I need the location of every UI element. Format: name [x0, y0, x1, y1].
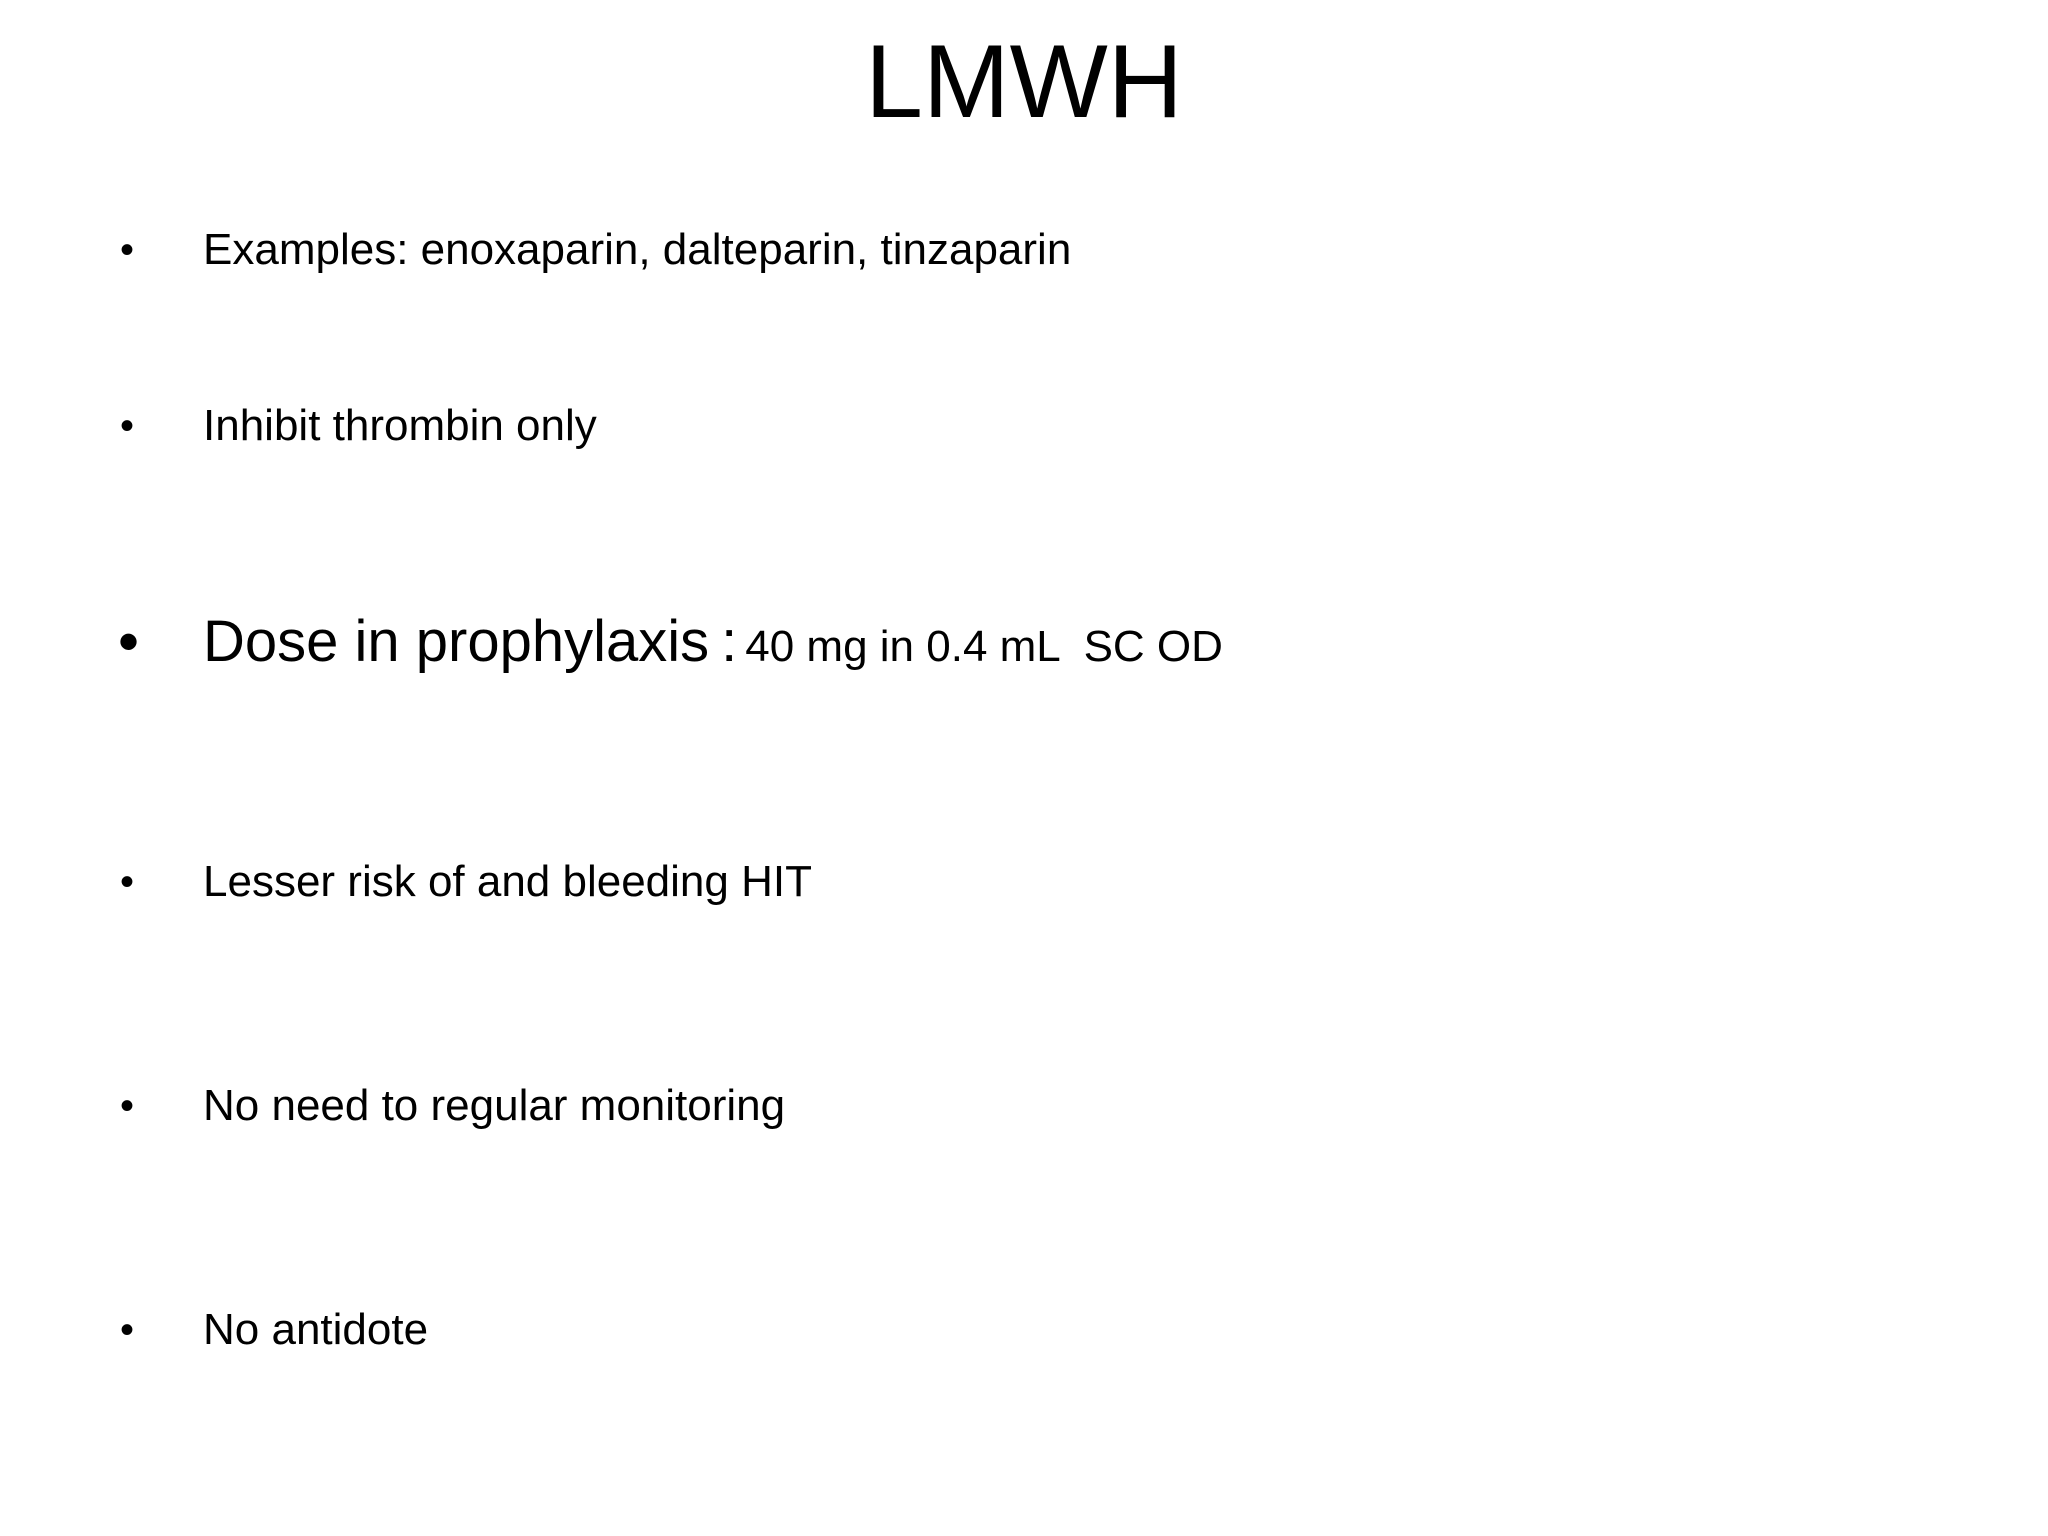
bullet-text: Inhibit thrombin only [203, 401, 597, 450]
bullet-icon: • [120, 1084, 135, 1128]
dose-value: 40 mg in 0.4 mL SC OD [745, 622, 1223, 671]
bullet-item-lesser-risk [0, 842, 1900, 922]
bullet-item-examples [0, 210, 1900, 290]
bullet-text: Examples: enoxaparin, dalteparin, tinzaparin [203, 225, 1072, 274]
bullet-item-inhibit-thrombin [0, 386, 1900, 466]
dose-label: Dose in prophylaxis [203, 609, 710, 674]
bullet-item-dose [0, 602, 1900, 682]
bullet-icon: • [120, 228, 135, 272]
bullet-icon: • [120, 860, 135, 904]
bullet-icon: • [120, 404, 135, 448]
bullet-text: No need to regular monitoring [203, 1081, 786, 1130]
bullet-icon: • [118, 608, 140, 675]
bullet-text [203, 602, 1223, 687]
bullet-item-monitoring [0, 1066, 1900, 1146]
dose-separator: : [721, 609, 738, 674]
bullet-text: Lesser risk of and bleeding HIT [203, 857, 812, 906]
slide-title: LMWH [865, 24, 1183, 140]
bullet-icon: • [120, 1308, 135, 1352]
bullet-text: No antidote [203, 1305, 429, 1354]
bullet-item-antidote [0, 1290, 1900, 1370]
